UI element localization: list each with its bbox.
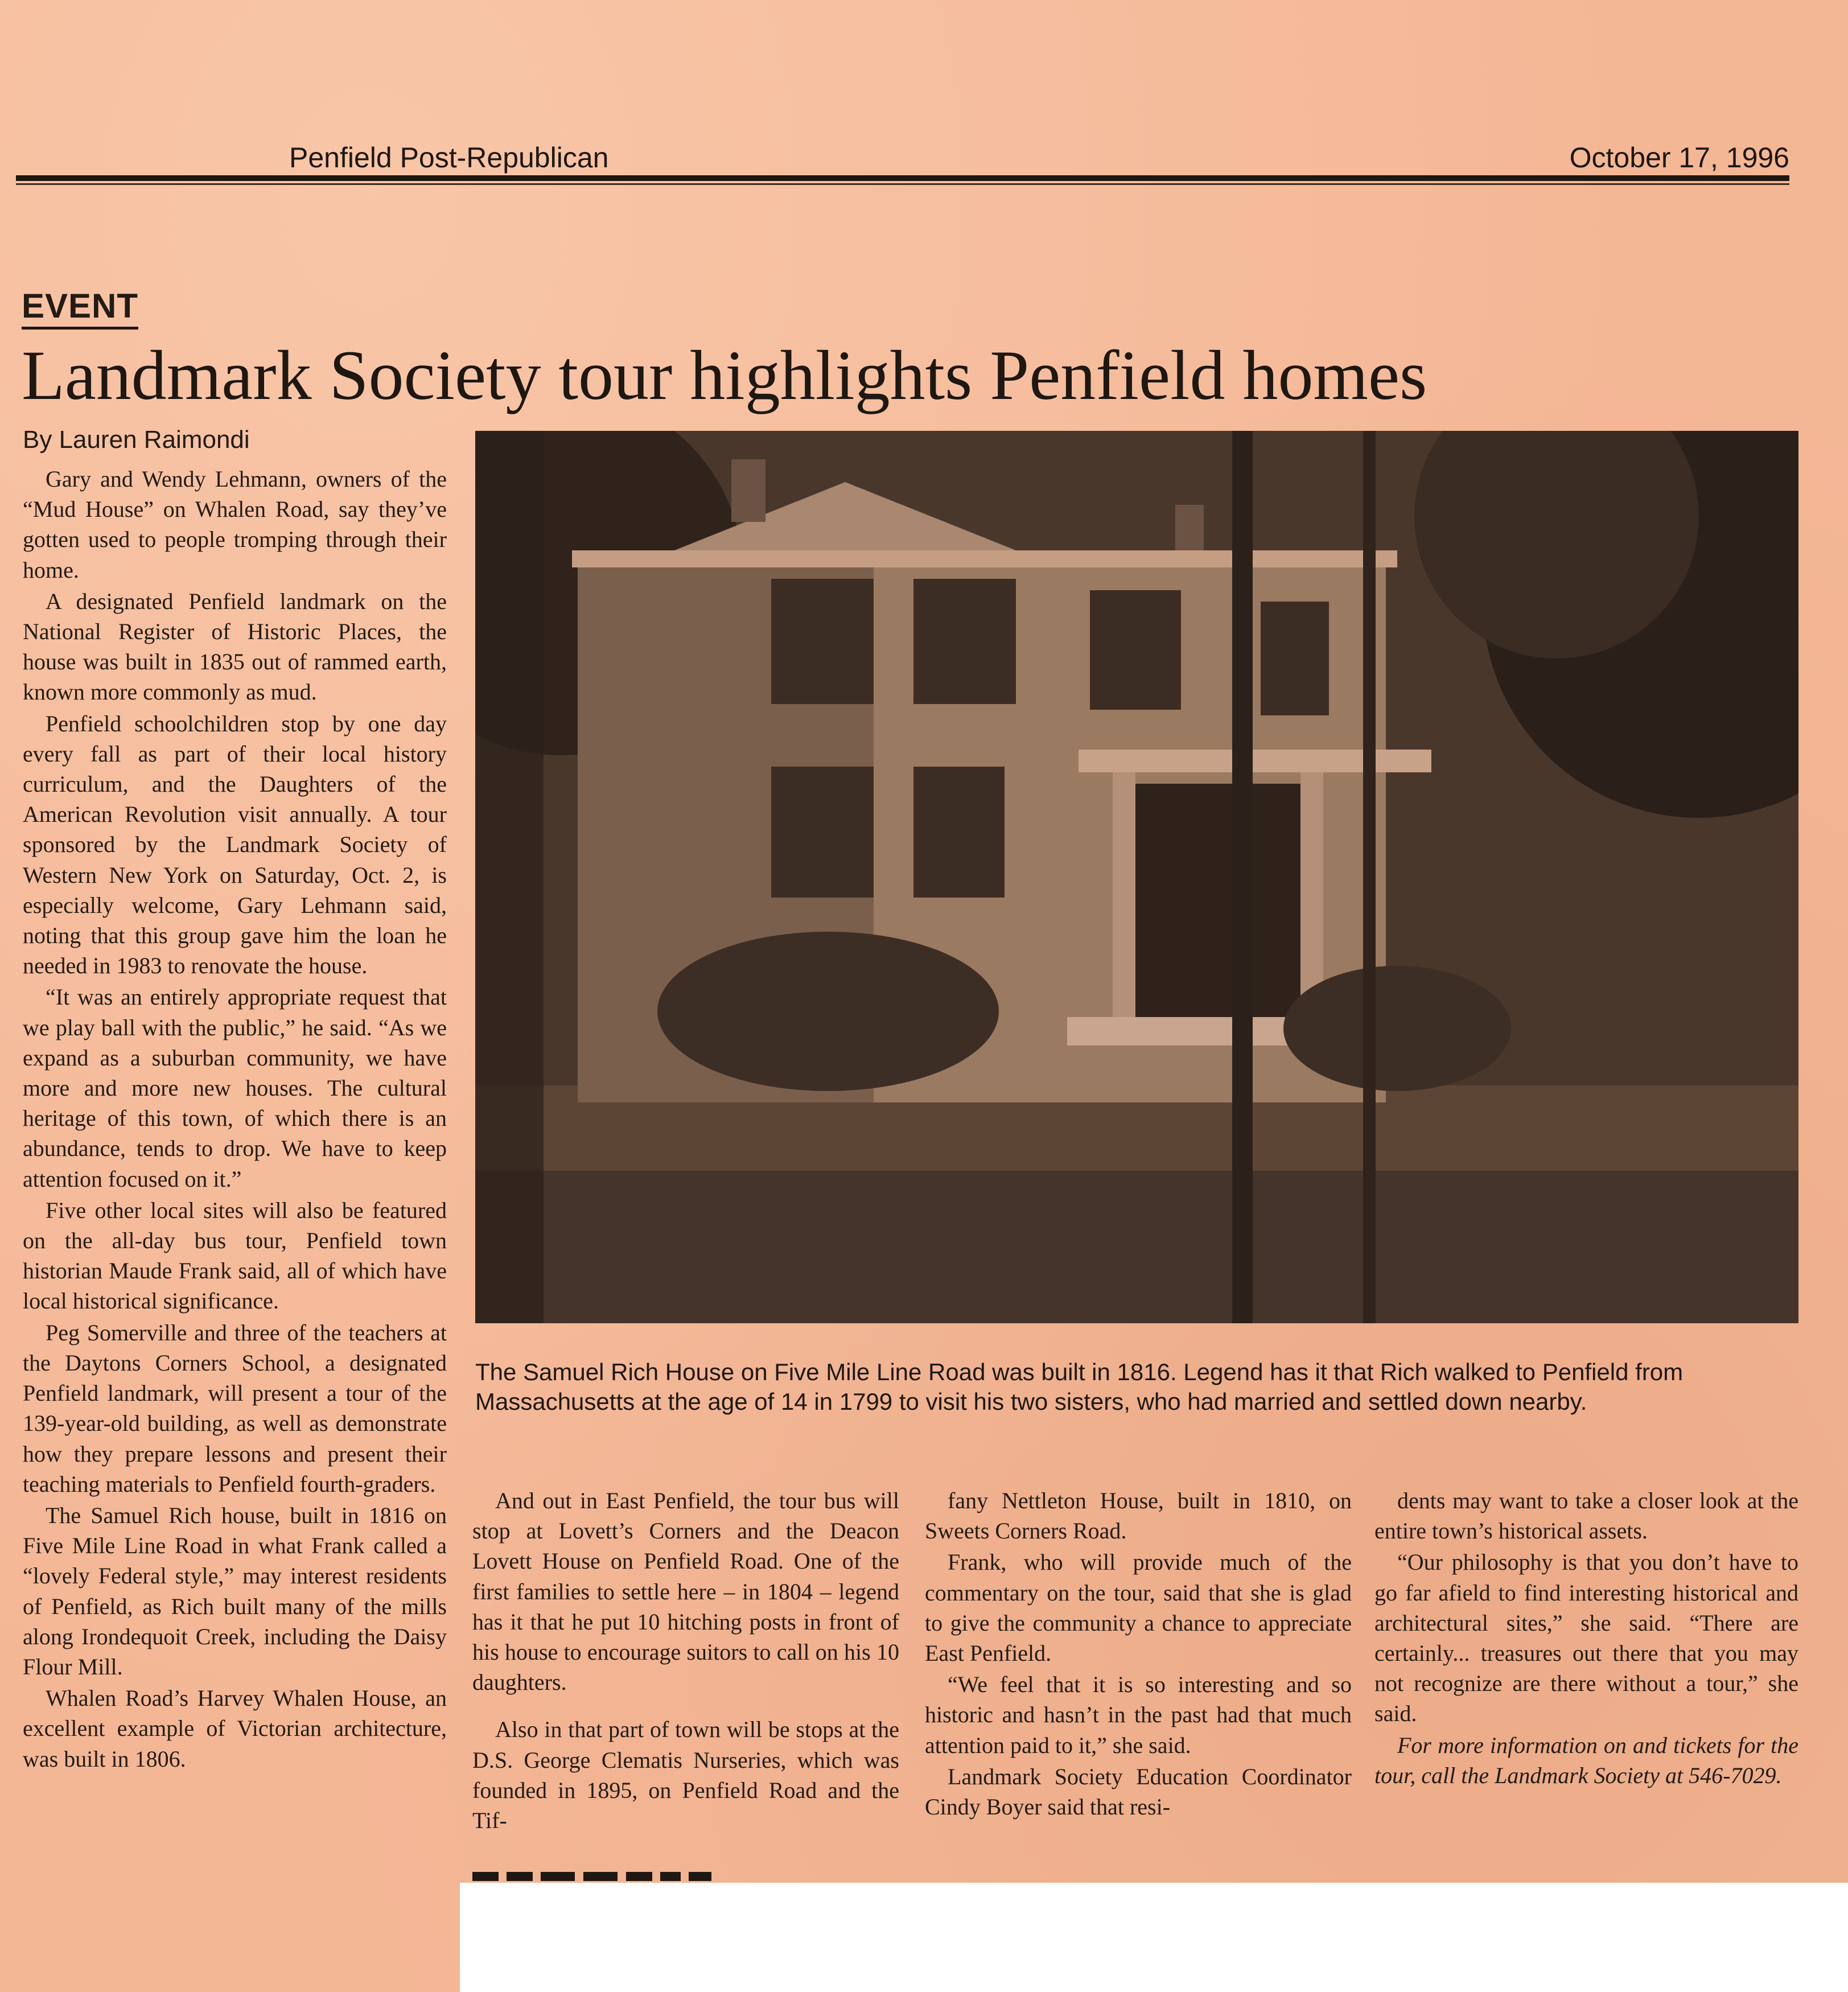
paragraph: Whalen Road’s Harvey Whalen House, an excellent example of Victorian architecture, was built in 1806. — [23, 1685, 447, 1772]
masthead-rule-thin — [16, 183, 1789, 185]
paragraph: “It was an entirely appropriate request that we play ball with the public,” he said. “As we expand as a suburban community, we have more and more new houses. The cultural heritage of this town, of which there is an abundance, tends to drop. We have to keep attention focused on it.” — [23, 984, 447, 1192]
house-photo — [475, 431, 1798, 1323]
paragraph: The Samuel Rich house, built in 1816 on Five Mile Line Road in what Frank called a “lovely Federal style,” may interest residents of Penfield, as Rich built many of the mills along Irondequoit Creek, including the Daisy Flour Mill. — [23, 1502, 447, 1680]
paragraph: Penfield schoolchildren stop by one day every fall as part of their local history curriculum, and the Daughters of the American Revolution visit annually. A tour sponsored by the Landmark Society of Western New York on Saturday, Oct. 2, is especially welcome, Gary Lehmann said, noting that this group gave him the loan he needed in 1983 to renovate the house. — [23, 710, 447, 979]
article-column-3 — [925, 1485, 1352, 1878]
paragraph: Landmark Society Education Coordinator Cindy Boyer said that resi- — [925, 1763, 1352, 1820]
paragraph: Gary and Wendy Lehmann, owners of the “Mud House” on Whalen Road, say they’ve gotten used to people tromping through their home. — [23, 466, 447, 583]
byline: By Lauren Raimondi — [23, 426, 250, 454]
scan-background — [460, 1883, 1848, 1992]
torn-headline-fragment — [472, 1864, 723, 1881]
paragraph: “We feel that it is so interesting and so historic and hasn’t in the past had that much attention paid to it,” she said. — [925, 1672, 1352, 1758]
paragraph: And out in East Penfield, the tour bus will stop at Lovett’s Corners and the Deacon Lovett House on Penfield Road. One of the first families to settle here – in 1804 – legend has it that he put 10 hitching posts in front of his house to encourage suitors to call on his 10 daughters. — [472, 1488, 899, 1695]
paragraph: fany Nettleton House, built in 1810, on Sweets Corners Road. — [925, 1488, 1352, 1544]
headline: Landmark Society tour highlights Penfield homes — [22, 336, 1427, 414]
paragraph: dents may want to take a closer look at the entire town’s historical assets. — [1374, 1488, 1798, 1544]
masthead-rule — [16, 175, 1789, 181]
paragraph: Frank, who will provide much of the commentary on the tour, said that she is glad to give the community a chance to appreciate East Penfield. — [925, 1549, 1352, 1666]
paragraph: “Our philosophy is that you don’t have to go far afield to find interesting historical and architectural sites,” she said. “There are certainly... treasures out there that you may not recognize are there without a tour,” she said. — [1374, 1549, 1798, 1727]
masthead — [16, 135, 1789, 181]
paragraph: Also in that part of town will be stops at the D.S. George Clematis Nurseries, which was founded in 1895, on Penfield Road and the Tif- — [472, 1717, 899, 1834]
paragraph: Peg Somerville and three of the teachers at the Daytons Corners School, a designated Penfield landmark, will present a tour of the 139-year-old building, as well as demonstrate how they prepare lessons and present their teaching materials to Penfield fourth-graders. — [23, 1319, 447, 1497]
publication-date: October 17, 1996 — [1569, 142, 1789, 174]
article-column-4 — [1374, 1485, 1798, 1878]
info-note: For more information on and tickets for the tour, call the Landmark Society at 546-7029. — [1374, 1732, 1798, 1788]
section-kicker: EVENT — [22, 286, 138, 330]
publication-name: Penfield Post-Republican — [289, 142, 609, 174]
paragraph: Five other local sites will also be featured on the all-day bus tour, Penfield town historian Maude Frank said, all of which have local historical significance. — [23, 1197, 447, 1314]
article-column-2 — [472, 1485, 899, 1878]
paragraph: A designated Penfield landmark on the National Register of Historic Places, the house was built in 1835 out of rammed earth, known more commonly as mud. — [23, 588, 447, 705]
photo-caption: The Samuel Rich House on Five Mile Line Road was built in 1816. Legend has it that Rich walked to Penfield from Massachusetts at the age of 14 in 1799 to visit his two sisters, who had married and settled down nearby. — [475, 1359, 1684, 1415]
article-column-1 — [23, 464, 447, 1992]
